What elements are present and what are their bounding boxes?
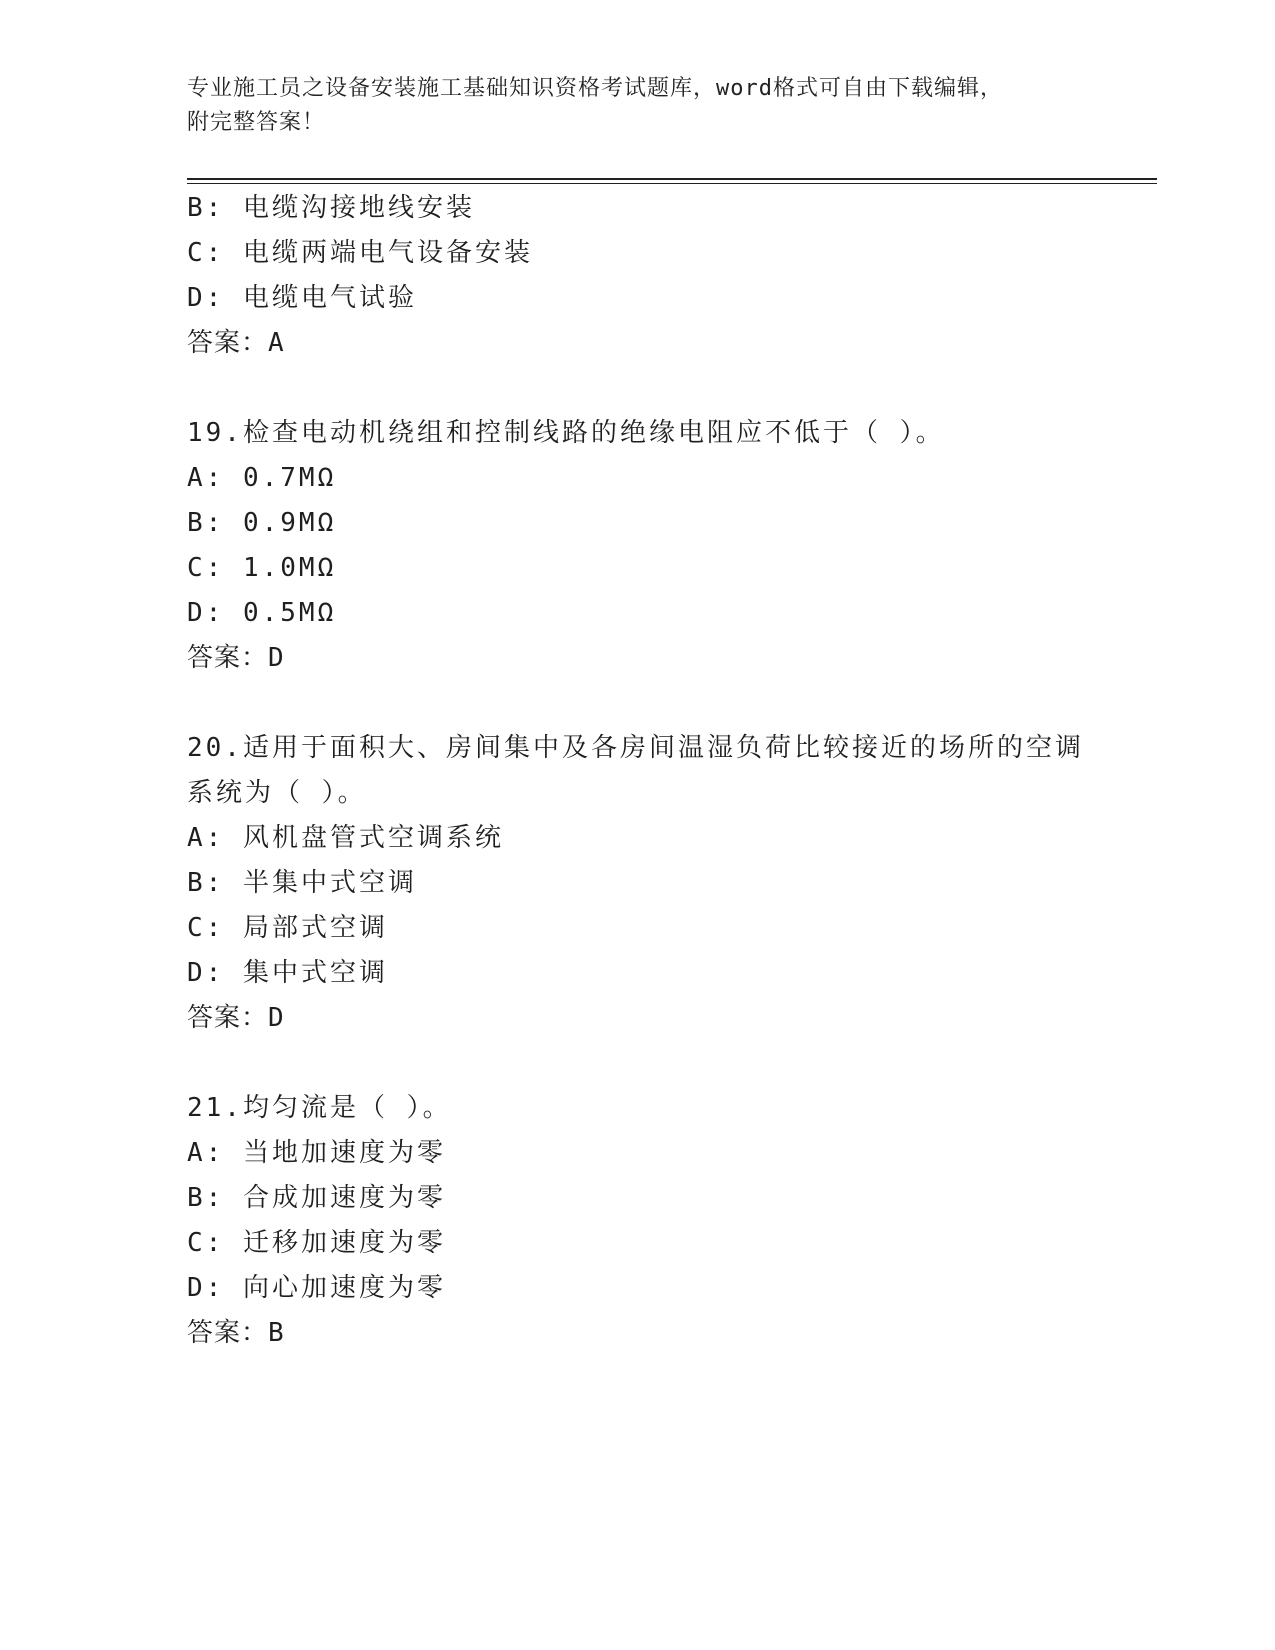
q19-option-d: D: 0.5MΩ <box>187 598 337 628</box>
q20-stem-line-1: 20.适用于面积大、房间集中及各房间温湿负荷比较接近的场所的空调 <box>187 733 1084 763</box>
answer-value: A <box>268 328 285 358</box>
q20-answer <box>187 1001 285 1035</box>
q20-option-d: D: 集中式空调 <box>187 958 388 988</box>
answer-value: D <box>268 1003 285 1033</box>
answer-label: 答案： <box>187 1318 269 1348</box>
q21-option-a: A: 当地加速度为零 <box>187 1138 446 1168</box>
q21-option-c: C: 迁移加速度为零 <box>187 1228 446 1258</box>
q19-stem: 19.检查电动机绕组和控制线路的绝缘电阻应不低于（ ）。 <box>187 418 945 448</box>
q19-option-c: C: 1.0MΩ <box>187 553 337 583</box>
q21-option-b: B: 合成加速度为零 <box>187 1183 446 1213</box>
q18-option-c: C: 电缆两端电气设备安装 <box>187 238 533 268</box>
header-line-1: 专业施工员之设备安装施工基础知识资格考试题库，word格式可自由下载编辑， <box>187 76 1003 101</box>
header-divider-thick <box>187 178 1157 180</box>
q18-option-b: B: 电缆沟接地线安装 <box>187 193 475 223</box>
q19-option-b: B: 0.9MΩ <box>187 508 337 538</box>
q19-option-a: A: 0.7MΩ <box>187 463 337 493</box>
answer-label: 答案： <box>187 643 269 673</box>
q21-answer <box>187 1316 285 1350</box>
header-line-2: 附完整答案！ <box>187 110 326 135</box>
q20-stem-line-2: 系统为（ ）。 <box>187 778 367 808</box>
q21-stem: 21.均匀流是（ ）。 <box>187 1093 452 1123</box>
answer-label: 答案： <box>187 328 269 358</box>
answer-value: B <box>268 1318 285 1348</box>
q18-option-d: D: 电缆电气试验 <box>187 283 417 313</box>
q20-option-b: B: 半集中式空调 <box>187 868 417 898</box>
q20-option-a: A: 风机盘管式空调系统 <box>187 823 504 853</box>
header-divider-thin <box>187 183 1157 184</box>
q19-answer <box>187 641 285 675</box>
document-header <box>187 72 1087 140</box>
q20-option-c: C: 局部式空调 <box>187 913 388 943</box>
q21-option-d: D: 向心加速度为零 <box>187 1273 446 1303</box>
q18-answer <box>187 326 285 360</box>
answer-label: 答案： <box>187 1003 269 1033</box>
answer-value: D <box>268 643 285 673</box>
